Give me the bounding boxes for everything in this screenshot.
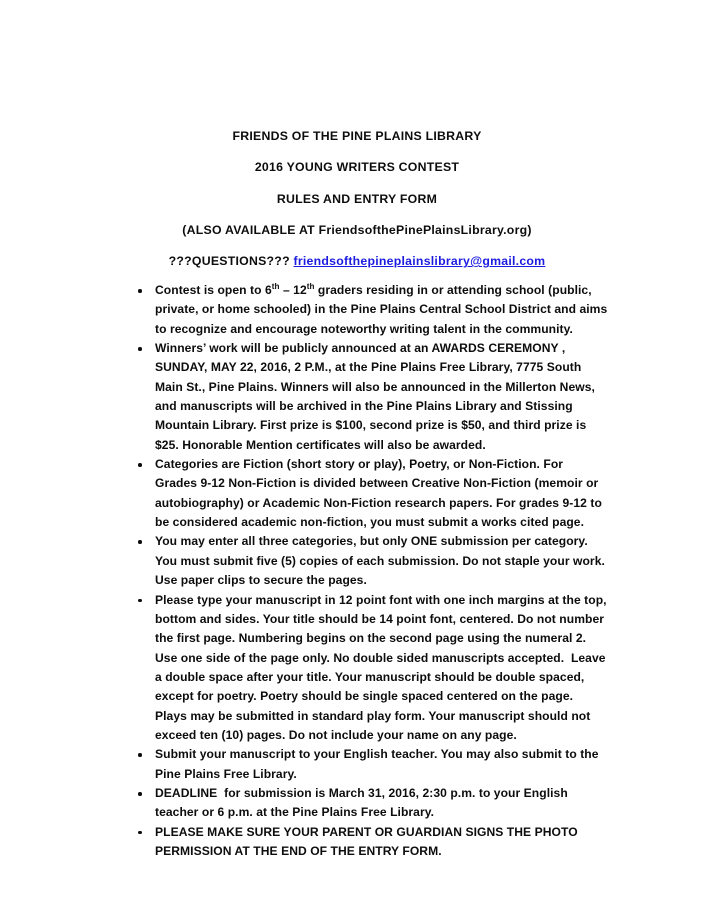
list-item-categories	[133, 455, 608, 532]
document-header	[0, 121, 714, 277]
eligibility-post: graders residing in or attending school (public, private, or home schooled) in the Pine Plains Central School District and aims to recognize and encourage noteworthy writing talent in the community.	[155, 283, 611, 336]
contact-email-link[interactable]: friendsofthepineplainslibrary@gmail.com	[293, 254, 546, 269]
list-item-deadline	[133, 784, 608, 823]
bullet-text-awards-ceremony: Winners’ work will be publicly announced at an AWARDS CEREMONY , SUNDAY, MAY 22, 2016, 2 P.M., at the Pine Plains Free Library, 7775 South Main St., Pine Plains. Winners will also be announced in the Millerton News, and manuscripts will be archived in the Pine Plains Library and Stissing Mountain Library. First prize is $100, second prize is $50, and third prize is $25. Honorable Mention certificates will also be awarded.	[155, 341, 599, 452]
bullet-text-photo-permission: PLEASE MAKE SURE YOUR PARENT OR GUARDIAN SIGNS THE PHOTO PERMISSION AT THE END OF THE ENTRY FORM.	[155, 824, 582, 858]
bullet-text-categories: Categories are Fiction (short story or play), Poetry, or Non-Fiction. For Grades 9-12 Non-Fiction is divided between Creative Non-Fiction (memoir or autobiography) or Academic Non-Fiction research papers. For grades 9-12 to be considered academic non-fiction, you must submit a works cited page.	[155, 457, 606, 530]
list-item-photo-permission	[133, 823, 608, 862]
list-item-eligibility	[133, 281, 611, 339]
heading-website-note: (ALSO AVAILABLE AT FriendsofthePinePlainsLibrary.org)	[182, 222, 532, 237]
questions-prefix: ???QUESTIONS???	[168, 254, 294, 269]
list-item-submission-limits	[133, 532, 608, 590]
rules-list	[133, 281, 611, 861]
list-item-where-to-submit	[133, 745, 608, 784]
bullet-text-deadline: DEADLINE for submission is March 31, 2016, 2:30 p.m. to your English teacher or 6 p.m. at the Pine Plains Free Library.	[155, 785, 572, 820]
eligibility-sup-grade-12: th	[306, 281, 315, 291]
bullet-text-where-to-submit: Submit your manuscript to your English teacher. You may also submit to the Pine Plains Free Library.	[155, 747, 602, 781]
eligibility-pre: Contest is open to 6	[155, 283, 272, 297]
list-item-awards-ceremony	[133, 339, 608, 455]
heading-subtitle: RULES AND ENTRY FORM	[276, 191, 438, 206]
heading-contest-title: 2016 YOUNG WRITERS CONTEST	[254, 160, 460, 175]
list-item-formatting	[133, 591, 608, 746]
heading-organization: FRIENDS OF THE PINE PLAINS LIBRARY	[232, 129, 482, 143]
bullet-text-formatting: Please type your manuscript in 12 point font with one inch margins at the top, bottom and sides. Your title should be 14 point font, centered. Do not number the first page. Numbering begins on the second page using the numeral 2. Use one side of the page only. No double sided manuscripts accepted. Leave a double space after your title. Your manuscript should be double spaced, except for poetry. Poetry should be single spaced centered on the page. Plays may be submitted in standard play form. Your manuscript should not exceed ten (10) pages. Do not include your name on any page.	[155, 592, 610, 742]
heading-questions	[0, 246, 714, 277]
eligibility-mid: – 12	[279, 283, 307, 297]
bullet-text-submission-limits: You may enter all three categories, but only ONE submission per category. You must submit five (5) copies of each submission. Do not staple your work. Use paper clips to secure the pages.	[155, 534, 609, 588]
bullet-text-eligibility	[155, 281, 611, 339]
eligibility-sup-grade-6: th	[271, 281, 280, 291]
